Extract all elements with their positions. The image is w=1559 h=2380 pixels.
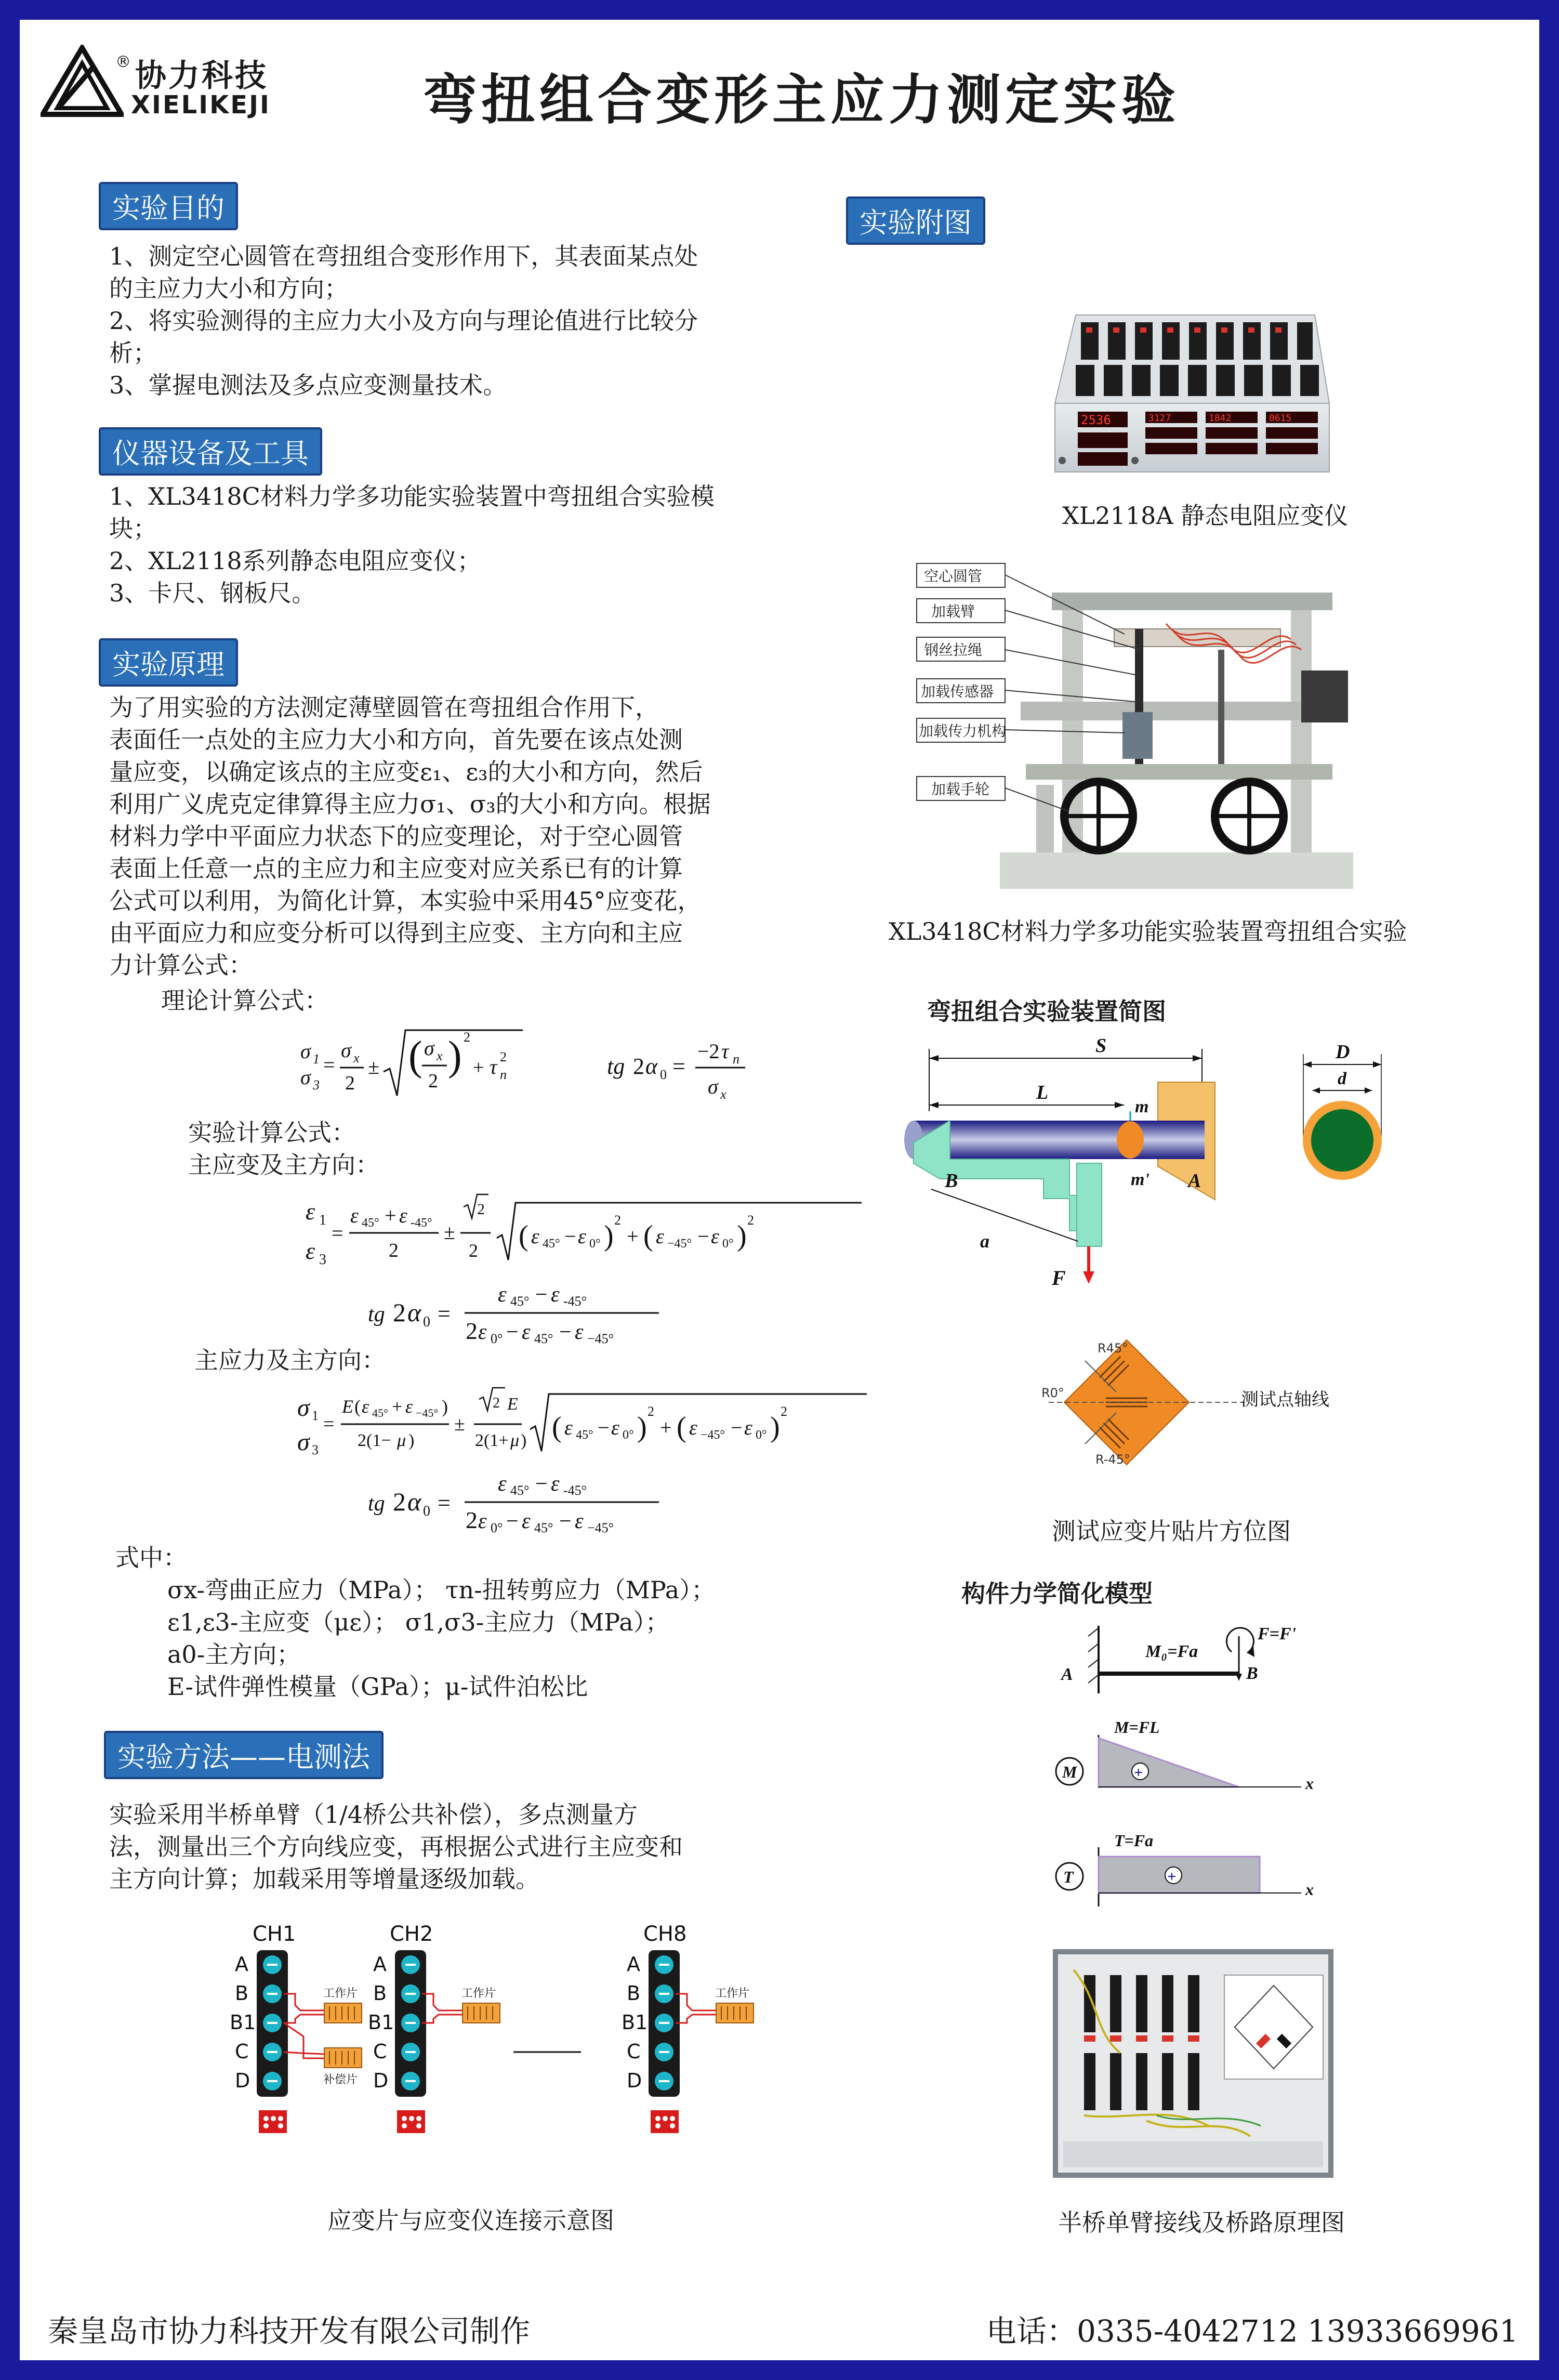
svg-text:2: 2 xyxy=(633,1054,644,1079)
svg-text:2: 2 xyxy=(428,1070,438,1092)
connection-caption: 应变片与应变仪连接示意图 xyxy=(327,2206,614,2234)
svg-text:0°: 0° xyxy=(722,1237,734,1251)
equipment-line: 2、XL2118系列静态电阻应变仪； xyxy=(109,547,481,575)
page-title: 弯扭组合变形主应力测定实验 xyxy=(423,68,1180,132)
svg-text:ε: ε xyxy=(711,1225,719,1248)
svg-text:): ) xyxy=(408,1431,415,1450)
channel-label: CH2 xyxy=(390,1922,433,1946)
sketch-label-m2: m' xyxy=(1131,1170,1150,1189)
svg-text:ε: ε xyxy=(578,1225,586,1248)
principle-line: 由平面应力和应变分析可以得到主应变、主方向和主应 xyxy=(109,919,683,947)
svg-text:ε: ε xyxy=(405,1396,413,1417)
svg-text:ε: ε xyxy=(611,1416,619,1439)
gauge-label-comp: 补偿片 xyxy=(323,2073,358,2086)
theory-formula xyxy=(290,1018,810,1122)
sketch-caption: 弯扭组合实验装置简图 xyxy=(927,997,1166,1025)
svg-text:x: x xyxy=(353,1050,360,1066)
terminal-row-label: A xyxy=(627,1953,640,1976)
terminal-row-label: D xyxy=(235,2069,250,2092)
instrument-display-value: 2536 xyxy=(1081,413,1111,427)
rosette-caption: 测试应变片贴片方位图 xyxy=(1052,1517,1291,1545)
svg-text:n: n xyxy=(500,1067,507,1082)
svg-text:−45°: −45° xyxy=(701,1428,725,1442)
model-label-x: x xyxy=(1305,1880,1314,1899)
svg-text:): ) xyxy=(770,1411,780,1443)
svg-text:−: − xyxy=(506,1509,519,1533)
svg-text:ε: ε xyxy=(656,1225,664,1248)
svg-text:1: 1 xyxy=(313,1051,320,1067)
svg-text:2: 2 xyxy=(464,1030,470,1045)
svg-text:α: α xyxy=(407,1487,421,1516)
channel-label: CH8 xyxy=(643,1922,687,1946)
gauge-label-work: 工作片 xyxy=(323,1987,358,2000)
terminal-row-label: C xyxy=(235,2040,249,2063)
svg-text:0: 0 xyxy=(660,1067,667,1082)
svg-text:0°: 0° xyxy=(589,1237,601,1251)
svg-text:+: + xyxy=(473,1057,484,1079)
svg-text:=: = xyxy=(438,1490,451,1516)
section-heading-method: 实验方法——电测法 xyxy=(104,1731,384,1779)
svg-text:ε: ε xyxy=(522,1509,531,1533)
svg-text:−: − xyxy=(564,1225,576,1248)
svg-text:E: E xyxy=(507,1395,518,1414)
sketch-label-a: a xyxy=(980,1231,989,1252)
svg-text:2: 2 xyxy=(466,1318,478,1344)
footer-phone: 电话：0335-4042712 13933669961 xyxy=(986,2313,1518,2349)
stress-formula xyxy=(290,1378,893,1467)
svg-text:−: − xyxy=(559,1509,572,1533)
section-heading-equipment: 仪器设备及工具 xyxy=(99,427,322,476)
svg-text:tg: tg xyxy=(607,1054,625,1079)
brand-name: 协力科技 xyxy=(135,58,268,94)
svg-text:tg: tg xyxy=(368,1492,385,1516)
terminal-row-label: B xyxy=(373,1982,387,2005)
sketch-dim-L: L xyxy=(1036,1082,1049,1103)
channel-label: CH1 xyxy=(253,1922,296,1946)
instrument-photo xyxy=(1045,305,1336,476)
svg-text:2: 2 xyxy=(477,1201,485,1218)
strain-formula xyxy=(300,1187,882,1281)
svg-text:3: 3 xyxy=(319,1252,326,1268)
brand-logo xyxy=(41,45,124,117)
svg-text:1: 1 xyxy=(319,1212,326,1228)
theory-label: 理论计算公式： xyxy=(161,987,328,1015)
principle-line: 表面任一点处的主应力大小和方向，首先要在该点处测 xyxy=(109,726,683,754)
svg-text:−: − xyxy=(506,1320,519,1344)
principle-line: 为了用实验的方法测定薄壁圆管在弯扭组合作用下， xyxy=(109,693,659,721)
svg-text:+: + xyxy=(392,1396,403,1417)
svg-text:(: ( xyxy=(552,1411,562,1443)
method-line: 主方向计算；加载采用等增量逐级加载。 xyxy=(109,1865,539,1893)
svg-text:σ: σ xyxy=(424,1036,434,1060)
purpose-line: 2、将实验测得的主应力大小及方向与理论值进行比较分 xyxy=(109,307,698,335)
svg-text:+: + xyxy=(627,1225,639,1248)
stress-label: 主应力及主方向： xyxy=(194,1346,386,1374)
svg-text:2: 2 xyxy=(466,1507,478,1533)
svg-text:ε: ε xyxy=(744,1416,752,1439)
svg-text:=: = xyxy=(332,1221,343,1245)
model-plus-sign: + xyxy=(1167,1868,1177,1885)
svg-text:2: 2 xyxy=(614,1213,621,1228)
svg-text:(: ( xyxy=(519,1220,529,1252)
svg-text:E: E xyxy=(342,1396,353,1417)
apparatus-label: 加载传感器 xyxy=(921,683,994,700)
svg-text:τ: τ xyxy=(490,1055,497,1079)
terminal-row-label: D xyxy=(627,2069,642,2092)
svg-text:ε: ε xyxy=(575,1509,584,1533)
apparatus-label: 空心圆管 xyxy=(924,568,983,585)
svg-text:=: = xyxy=(323,1053,335,1076)
terminal-row-label: A xyxy=(373,1953,387,1976)
model-label-M: M xyxy=(1062,1763,1077,1781)
svg-text:ε: ε xyxy=(350,1204,359,1227)
svg-text:σ: σ xyxy=(341,1038,351,1062)
svg-text:-45°: -45° xyxy=(563,1294,587,1309)
svg-text:=: = xyxy=(438,1301,451,1326)
section-heading-purpose: 实验目的 xyxy=(99,182,238,230)
svg-text:ε: ε xyxy=(478,1509,487,1533)
svg-text:−45°: −45° xyxy=(667,1237,692,1251)
rosette-label-r0: R0° xyxy=(1041,1386,1064,1400)
svg-text:2: 2 xyxy=(500,1049,507,1064)
terminal-row-label: B xyxy=(627,1982,641,2005)
model-label-x: x xyxy=(1305,1774,1314,1793)
svg-text:): ) xyxy=(448,1033,462,1079)
gauge-label-work: 工作片 xyxy=(715,1987,750,2000)
method-line: 法，测量出三个方向线应变，再根据公式进行主应变和 xyxy=(109,1833,683,1861)
sketch-dim-D: D xyxy=(1336,1041,1350,1063)
svg-text:x: x xyxy=(437,1048,443,1063)
svg-text:−2: −2 xyxy=(697,1040,720,1063)
svg-text:−: − xyxy=(697,1225,709,1248)
model-label-A: A xyxy=(1061,1665,1073,1684)
svg-text:μ: μ xyxy=(397,1431,406,1450)
svg-text:45°: 45° xyxy=(534,1331,553,1346)
svg-text:(: ( xyxy=(354,1396,361,1417)
svg-text:45°: 45° xyxy=(534,1520,553,1535)
svg-text:2: 2 xyxy=(493,1395,500,1411)
principle-line: 量应变，以确定该点的主应变ε₁、ε₃的大小和方向，然后 xyxy=(109,758,703,786)
model-label-T: T xyxy=(1063,1868,1074,1886)
sketch-label-F: F xyxy=(1052,1266,1066,1290)
exp-label: 实验计算公式： xyxy=(188,1119,355,1147)
equipment-line: 3、卡尺、钢板尺。 xyxy=(109,579,316,607)
svg-text:1: 1 xyxy=(312,1408,319,1423)
sketch-dim-S: S xyxy=(1095,1035,1107,1057)
svg-text:ε: ε xyxy=(564,1416,573,1439)
terminal-row-label: B1 xyxy=(622,2011,648,2034)
svg-text:+: + xyxy=(385,1204,397,1227)
svg-text:x: x xyxy=(720,1087,726,1102)
sketch-label-A: A xyxy=(1188,1170,1201,1192)
equipment-line: 块； xyxy=(109,515,157,543)
svg-text:−: − xyxy=(535,1283,548,1307)
svg-text:2: 2 xyxy=(393,1298,406,1327)
svg-text:ε: ε xyxy=(531,1225,539,1248)
definition-line: σx-弯曲正应力（MPa）； τn-扭转剪应力（MPa）； xyxy=(167,1576,716,1604)
svg-text:2: 2 xyxy=(781,1404,787,1419)
svg-text:ε: ε xyxy=(551,1283,560,1307)
svg-text:45°: 45° xyxy=(576,1428,593,1442)
rosette-diagram xyxy=(1038,1330,1360,1485)
svg-text:45°: 45° xyxy=(510,1294,530,1309)
svg-text:ε: ε xyxy=(478,1320,487,1344)
rosette-label-rm45: R-45° xyxy=(1095,1452,1130,1467)
apparatus-label: 加载手轮 xyxy=(931,781,990,798)
svg-text:0°: 0° xyxy=(623,1428,634,1442)
svg-text:σ: σ xyxy=(297,1394,310,1422)
model-label-MFL: M=FL xyxy=(1114,1718,1160,1737)
svg-text:2: 2 xyxy=(345,1072,355,1094)
svg-text:−: − xyxy=(559,1320,572,1344)
instrument-caption: XL2118A 静态电阻应变仪 xyxy=(1062,502,1349,530)
principle-line: 表面上任意一点的主应力和主应变对应关系已有的计算 xyxy=(109,854,683,883)
svg-text:ε: ε xyxy=(522,1320,531,1344)
section-heading-figures: 实验附图 xyxy=(846,196,985,245)
apparatus-photo xyxy=(896,546,1364,889)
sketch-label-B: B xyxy=(945,1170,958,1192)
svg-text:(: ( xyxy=(643,1220,653,1252)
svg-text:): ) xyxy=(521,1431,527,1450)
svg-text:−45°: −45° xyxy=(587,1520,614,1535)
terminal-row-label: B xyxy=(235,1982,249,2005)
svg-text:2: 2 xyxy=(389,1240,399,1261)
equipment-line: 1、XL3418C材料力学多功能实验装置中弯扭组合实验模 xyxy=(109,482,715,510)
svg-text:2(1−: 2(1− xyxy=(358,1431,391,1450)
svg-text:+: + xyxy=(660,1416,672,1439)
svg-text:0°: 0° xyxy=(756,1428,767,1442)
svg-text:0°: 0° xyxy=(491,1520,503,1535)
svg-text:−: − xyxy=(535,1472,548,1496)
svg-text:-45°: -45° xyxy=(563,1483,587,1498)
svg-text:σ: σ xyxy=(297,1428,310,1456)
svg-text:(: ( xyxy=(408,1033,422,1079)
definition-line: a0-主方向； xyxy=(167,1640,301,1668)
model-label-B: B xyxy=(1246,1664,1258,1683)
svg-text:): ) xyxy=(604,1220,614,1252)
svg-text:0: 0 xyxy=(423,1314,430,1330)
svg-text:ε: ε xyxy=(498,1472,507,1496)
svg-text:σ: σ xyxy=(300,1066,311,1089)
purpose-line: 3、掌握电测法及多点应变测量技术。 xyxy=(109,371,507,399)
svg-text:2: 2 xyxy=(469,1240,478,1261)
svg-text:−45°: −45° xyxy=(587,1331,614,1346)
principle-line: 材料力学中平面应力状态下的应变理论，对于空心圆管 xyxy=(109,822,683,850)
sketch-dim-d: d xyxy=(1338,1069,1346,1088)
logo-triangle-icon xyxy=(41,45,124,117)
terminal-row-label: C xyxy=(373,2040,387,2063)
poster xyxy=(20,20,1539,2360)
sketch-label-m: m xyxy=(1135,1097,1149,1116)
svg-text:α: α xyxy=(407,1298,421,1327)
svg-text:45°: 45° xyxy=(362,1216,379,1230)
svg-text:=: = xyxy=(323,1413,335,1435)
svg-text:μ: μ xyxy=(510,1431,520,1450)
rosette-axis-label: 测试点轴线 xyxy=(1241,1389,1329,1410)
model-label-M0: M₀=Fa xyxy=(1145,1642,1198,1661)
definition-line: ε1,ε3-主应变（με）； σ1,σ3-主应力（MPa）； xyxy=(167,1608,669,1636)
model-label-TFa: T=Fa xyxy=(1114,1831,1154,1850)
svg-text:α: α xyxy=(645,1054,658,1079)
bridge-photo xyxy=(1053,1949,1333,2178)
svg-text:ε: ε xyxy=(399,1204,407,1227)
apparatus-label: 加载传力机构 xyxy=(919,722,1007,740)
svg-text:−: − xyxy=(598,1416,610,1439)
brand-sub: XIELIKEJI xyxy=(131,90,271,120)
terminal-row-label: B1 xyxy=(368,2011,394,2034)
svg-text:±: ± xyxy=(444,1220,455,1244)
apparatus-sketch xyxy=(893,1033,1412,1304)
svg-text:=: = xyxy=(672,1054,685,1079)
method-line: 实验采用半桥单臂（1/4桥公共补偿），多点测量方 xyxy=(109,1800,638,1829)
instrument-display-value: 1842 xyxy=(1209,413,1232,424)
svg-text:): ) xyxy=(737,1220,747,1252)
purpose-line: 析； xyxy=(109,339,157,367)
stress-direction-formula xyxy=(363,1465,726,1543)
svg-text:2: 2 xyxy=(393,1487,406,1516)
svg-text:σ: σ xyxy=(300,1040,311,1063)
svg-text:45°: 45° xyxy=(510,1483,530,1498)
svg-text:ε: ε xyxy=(575,1320,584,1344)
svg-text:0°: 0° xyxy=(491,1331,503,1346)
svg-text:45°: 45° xyxy=(543,1237,560,1251)
model-label-FF: F=F' xyxy=(1258,1624,1297,1643)
principle-line: 利用广义虎克定律算得主应力σ₁、σ₃的大小和方向。根据 xyxy=(109,790,711,818)
model-caption: 构件力学简化模型 xyxy=(961,1580,1153,1608)
instrument-display-value: 3127 xyxy=(1148,413,1171,424)
svg-text:σ: σ xyxy=(708,1075,718,1098)
footer-company: 秦皇岛市协力科技开发有限公司制作 xyxy=(48,2313,531,2349)
svg-text:2: 2 xyxy=(648,1404,654,1419)
svg-text:3: 3 xyxy=(313,1077,320,1093)
svg-text:3: 3 xyxy=(312,1442,319,1457)
svg-text:ε: ε xyxy=(498,1283,507,1307)
apparatus-caption: XL3418C材料力学多功能实验装置弯扭组合实验 xyxy=(889,917,1407,945)
terminal-row-label: D xyxy=(373,2069,389,2092)
model-plus-sign: + xyxy=(1134,1764,1143,1781)
apparatus-label: 钢丝拉绳 xyxy=(924,641,983,659)
instrument-display-value: 0615 xyxy=(1269,413,1292,424)
strain-label: 主应变及主方向： xyxy=(188,1151,379,1179)
svg-text:τ: τ xyxy=(721,1040,729,1063)
principle-line: 公式可以利用，为简化计算，本实验中采用45°应变花， xyxy=(109,887,702,915)
definition-line: E-试件弹性模量（GPa）；μ-试件泊松比 xyxy=(167,1673,588,1701)
svg-text:(: ( xyxy=(677,1411,686,1443)
svg-text:±: ± xyxy=(368,1055,379,1079)
svg-text:±: ± xyxy=(454,1413,465,1435)
rosette-label-r45: R45° xyxy=(1098,1341,1129,1356)
where-label: 式中： xyxy=(115,1544,187,1572)
terminal-row-label: A xyxy=(235,1953,248,1976)
purpose-line: 的主应力大小和方向； xyxy=(109,274,348,303)
mechanics-model xyxy=(1041,1615,1364,1917)
svg-text:-45°: -45° xyxy=(411,1216,432,1230)
svg-text:tg: tg xyxy=(368,1303,385,1326)
svg-text:ε: ε xyxy=(306,1198,315,1225)
purpose-line: 1、测定空心圆管在弯扭组合变形作用下，其表面某点处 xyxy=(109,242,698,270)
svg-text:45°: 45° xyxy=(372,1406,388,1419)
apparatus-label: 加载臂 xyxy=(931,603,975,620)
svg-text:2: 2 xyxy=(747,1213,754,1228)
terminal-row-label: C xyxy=(627,2040,641,2063)
svg-text:n: n xyxy=(733,1051,739,1067)
svg-text:): ) xyxy=(442,1396,448,1417)
gauge-label-work: 工作片 xyxy=(461,1987,496,2000)
svg-text:): ) xyxy=(637,1411,647,1443)
svg-text:2(1+: 2(1+ xyxy=(475,1431,509,1450)
svg-text:−45°: −45° xyxy=(416,1406,439,1419)
terminal-row-label: B1 xyxy=(230,2011,256,2034)
svg-text:ε: ε xyxy=(689,1416,697,1439)
svg-text:−: − xyxy=(731,1416,743,1439)
principle-line: 力计算公式： xyxy=(109,951,253,979)
connection-diagram xyxy=(207,1917,778,2135)
section-heading-principle: 实验原理 xyxy=(99,638,238,687)
registered-mark: ® xyxy=(115,53,131,71)
svg-text:0: 0 xyxy=(423,1503,430,1519)
svg-text:ε: ε xyxy=(551,1472,560,1496)
svg-text:ε: ε xyxy=(362,1396,369,1417)
strain-direction-formula xyxy=(363,1276,726,1353)
bridge-caption: 半桥单臂接线及桥路原理图 xyxy=(1058,2208,1345,2237)
svg-text:ε: ε xyxy=(306,1238,315,1264)
